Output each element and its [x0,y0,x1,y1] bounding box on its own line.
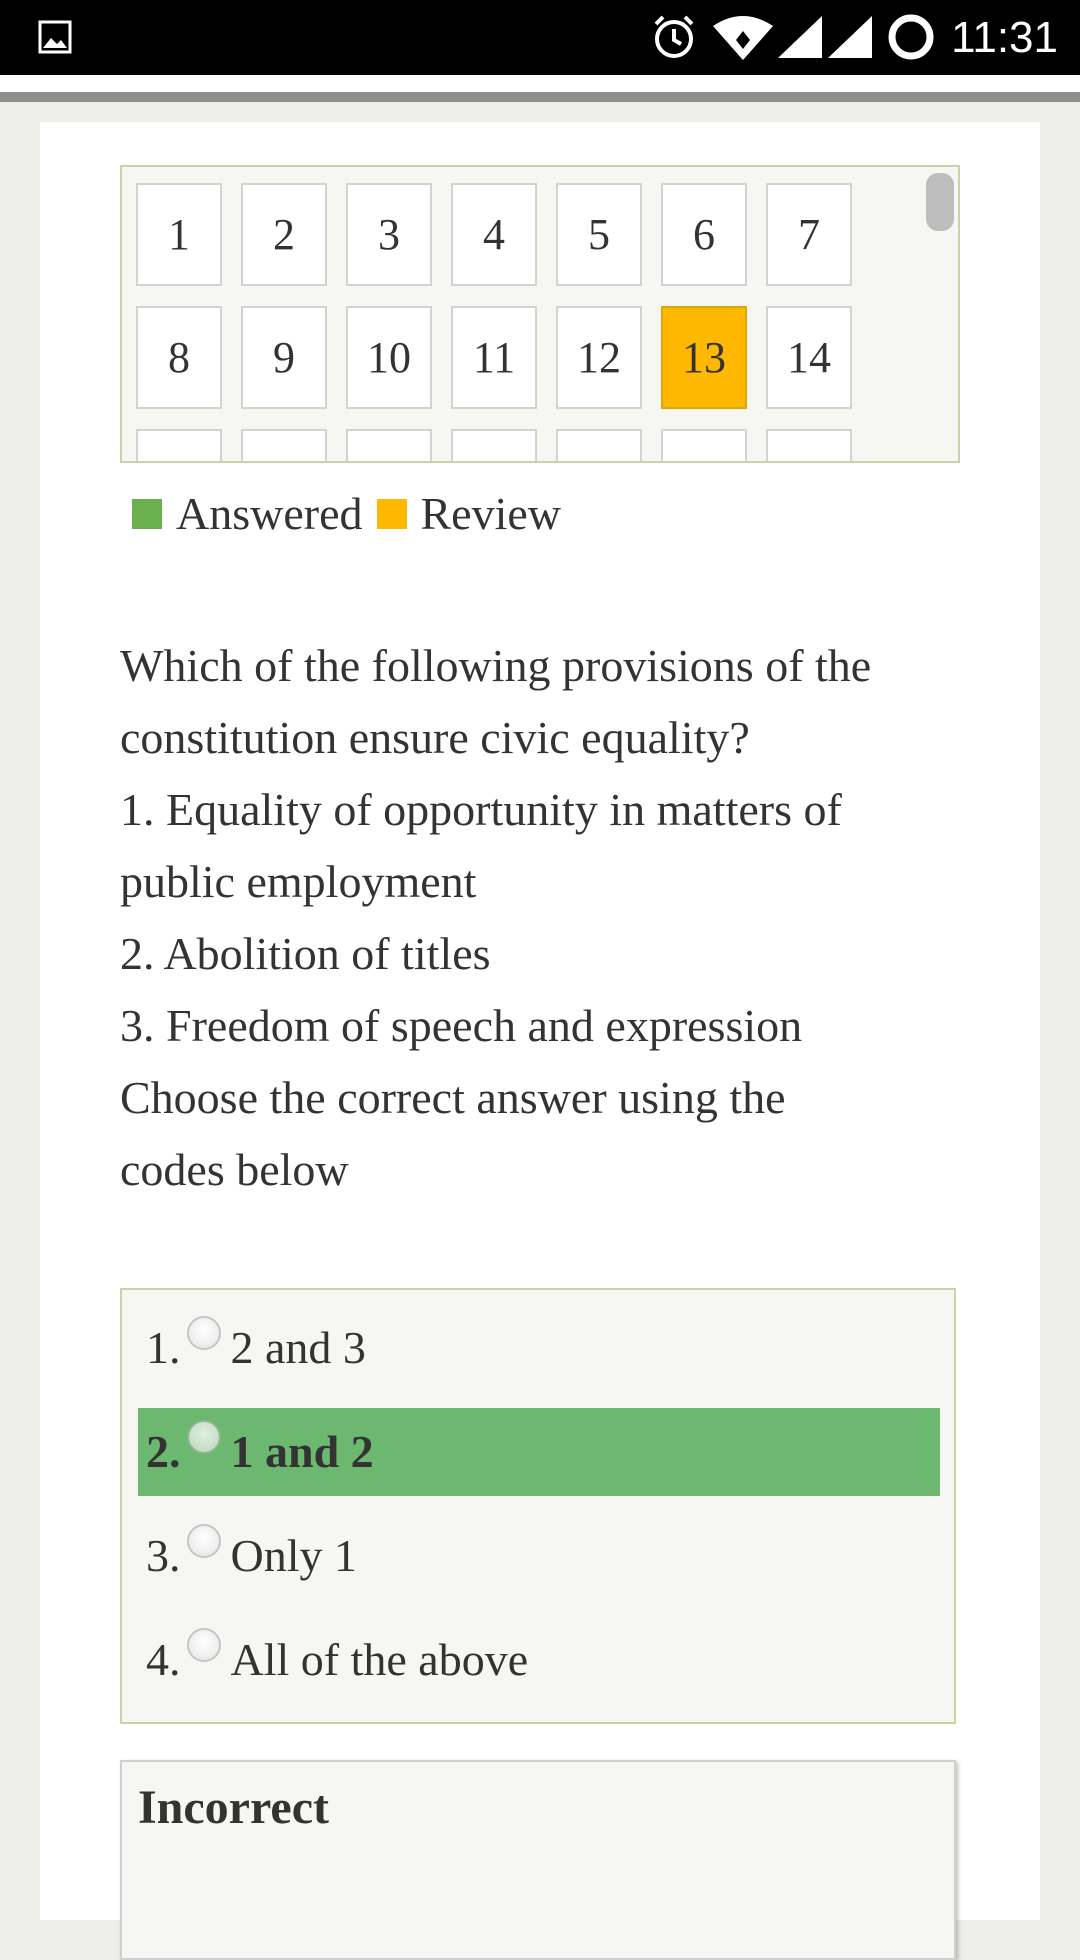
answered-legend-label: Answered [176,488,363,539]
question-cell-partial[interactable] [346,429,432,463]
question-line: Choose the correct answer using the [120,1072,786,1123]
question-cell-partial[interactable] [136,429,222,463]
image-notification-icon [38,20,72,54]
status-time: 11:31 [951,13,1058,62]
option-text: 1 and 2 [230,1426,374,1477]
option-number: 2. [146,1426,181,1477]
question-cell-6[interactable]: 6 [661,183,747,286]
question-cell-9[interactable]: 9 [241,306,327,409]
question-cell-partial[interactable] [766,429,852,463]
answered-swatch [132,499,162,529]
review-legend-label: Review [420,488,562,539]
option-number: 4. [146,1634,181,1685]
option-radio[interactable] [187,1420,221,1454]
question-cell-12[interactable]: 12 [556,306,642,409]
answer-option-1[interactable] [138,1304,940,1392]
navigator-scrollbar[interactable] [926,173,954,231]
signal-icon [778,16,822,58]
question-line: constitution ensure civic equality? [120,712,750,763]
question-line: 1. Equality of opportunity in matters of [120,784,842,835]
question-cell-4[interactable]: 4 [451,183,537,286]
result-title: Incorrect [138,1781,330,1834]
question-cell-11[interactable]: 11 [451,306,537,409]
question-navigator[interactable] [120,165,960,463]
option-text: Only 1 [230,1530,357,1581]
question-cell-partial[interactable] [661,429,747,463]
question-cell-5[interactable]: 5 [556,183,642,286]
quiz-card [40,122,1040,1920]
question-cell-partial[interactable] [556,429,642,463]
option-text: All of the above [230,1634,529,1685]
option-number: 1. [146,1322,181,1373]
question-text [120,630,980,1206]
wifi-icon [712,16,774,60]
question-cell-7[interactable]: 7 [766,183,852,286]
page-background-strip [0,102,1080,122]
question-cell-8[interactable]: 8 [136,306,222,409]
option-number: 3. [146,1530,181,1581]
header-divider [0,75,1080,92]
answer-options [120,1288,956,1724]
status-bar [0,0,1080,75]
question-line: 2. Abolition of titles [120,928,491,979]
result-panel [120,1760,956,1960]
answer-option-2[interactable] [138,1408,940,1496]
question-line: Which of the following provisions of the [120,640,872,691]
question-cell-14[interactable]: 14 [766,306,852,409]
question-cell-3[interactable]: 3 [346,183,432,286]
question-line: public employment [120,856,477,907]
question-line: codes below [120,1144,349,1195]
status-legend [132,484,561,544]
question-cell-2[interactable]: 2 [241,183,327,286]
signal-icon-2 [828,16,872,58]
option-radio[interactable] [187,1524,221,1558]
question-cell-1[interactable]: 1 [136,183,222,286]
header-divider-shadow [0,92,1080,102]
question-cell-partial[interactable] [451,429,537,463]
alarm-icon [652,14,696,60]
question-cell-13[interactable]: 13 [661,306,747,409]
question-cell-10[interactable]: 10 [346,306,432,409]
option-text: 2 and 3 [230,1322,366,1373]
option-radio[interactable] [187,1316,221,1350]
review-swatch [377,499,407,529]
option-radio[interactable] [187,1628,221,1662]
answer-option-3[interactable] [138,1512,940,1600]
question-line: 3. Freedom of speech and expression [120,1000,803,1051]
battery-loading-icon [886,12,936,62]
question-cell-partial[interactable] [241,429,327,463]
answer-option-4[interactable] [138,1616,940,1704]
